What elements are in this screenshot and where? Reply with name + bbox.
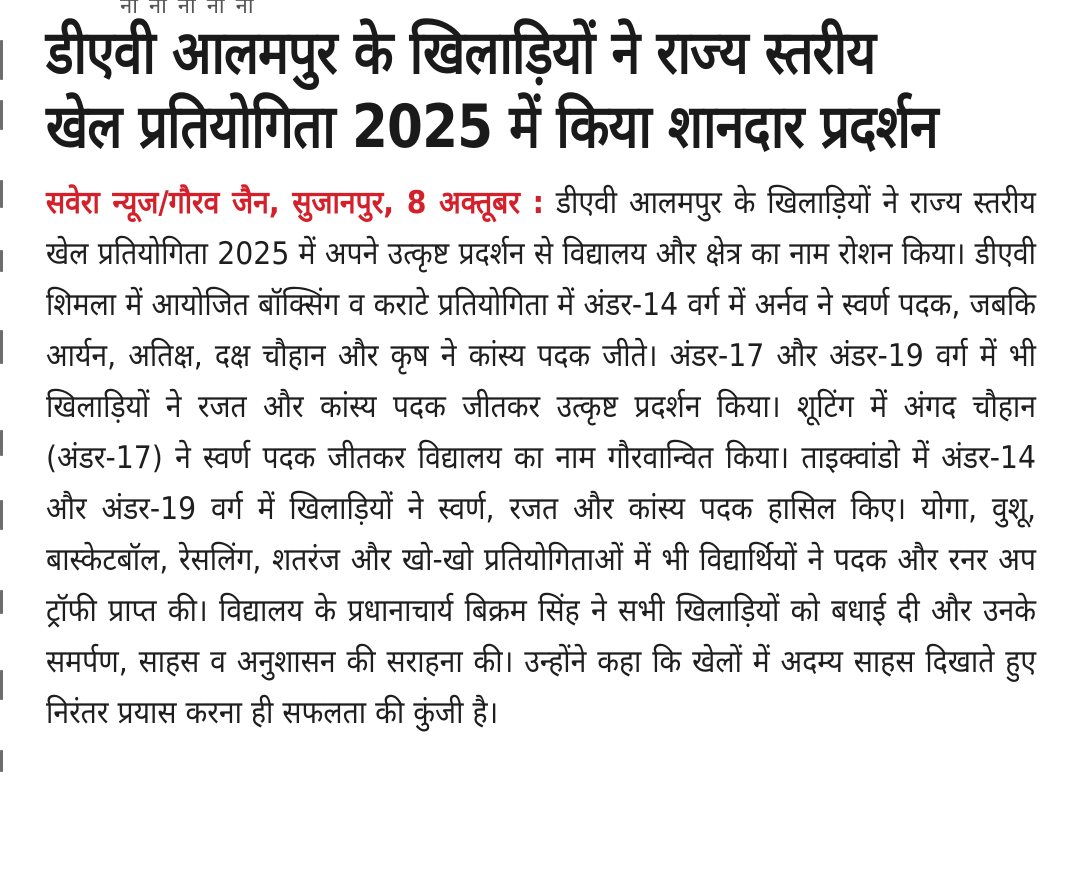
edge-mark — [0, 750, 3, 772]
article-dateline: सवेरा न्यूज/गौरव जैन, सुजानपुर, 8 अक्तूबर : — [46, 185, 544, 221]
edge-mark — [0, 180, 3, 208]
bleed-text-fragment: ना ना ना ना ना — [120, 0, 256, 19]
edge-mark — [0, 670, 3, 700]
headline-line-1: डीएवी आलमपुर के खिलाड़ियों ने राज्य स्तरीय — [46, 18, 876, 88]
edge-mark — [0, 500, 3, 530]
article-body — [46, 178, 1036, 739]
news-article — [46, 16, 1046, 739]
edge-mark — [0, 590, 3, 614]
headline-line-2: खेल प्रतियोगिता 2025 में किया शानदार प्रदर्शन — [46, 92, 938, 162]
previous-article-bleed — [0, 0, 1080, 19]
edge-mark — [0, 250, 3, 272]
article-headline — [46, 16, 1044, 164]
edge-mark — [0, 430, 3, 456]
edge-mark — [0, 40, 3, 80]
article-body-text: डीएवी आलमपुर के खिलाड़ियों ने राज्य स्तरीय खेल प्रतियोगिता 2025 में अपने उत्कृष्ट प्रदर्शन से विद्यालय और क्षेत्र का नाम रोशन किया। डीएवी शिमला में आयोजित बॉक्सिंग व कराटे प्रतियोगिता में अंडर-14 वर्ग में अर्नव ने स्वर्ण पदक, जबकि आर्यन, अतिक्ष, दक्ष चौहान और कृष ने कांस्य पदक जीते। अंडर-17 और अंडर-19 वर्ग में भी खिलाड़ियों ने रजत और कांस्य पदक जीतकर उत्कृष्ट प्रदर्शन किया। शूटिंग में अंगद चौहान (अंडर-17) ने स्वर्ण पदक जीतकर विद्यालय का नाम गौरवान्वित किया। ताइक्वांडो में अंडर-14 और अंडर-19 वर्ग में खिलाड़ियों ने स्वर्ण, रजत और कांस्य पदक हासिल किए। योगा, वुशू, बास्केटबॉल, रेसलिंग, शतरंज और खो-खो प्रतियोगिताओं में भी विद्यार्थियों ने पदक और रनर अप ट्रॉफी प्राप्त की। विद्यालय के प्रधानाचार्य बिक्रम सिंह ने सभी खिलाड़ियों को बधाई दी और उनके समर्पण, साहस व अनुशासन की सराहना की। उन्होंने कहा कि खेलों में अदम्य साहस दिखाते हुए निरंतर प्रयास करना ही सफलता की कुंजी है। — [46, 185, 1037, 731]
edge-mark — [0, 330, 3, 364]
edge-mark — [0, 100, 3, 130]
column-edge-bleed — [0, 30, 12, 810]
